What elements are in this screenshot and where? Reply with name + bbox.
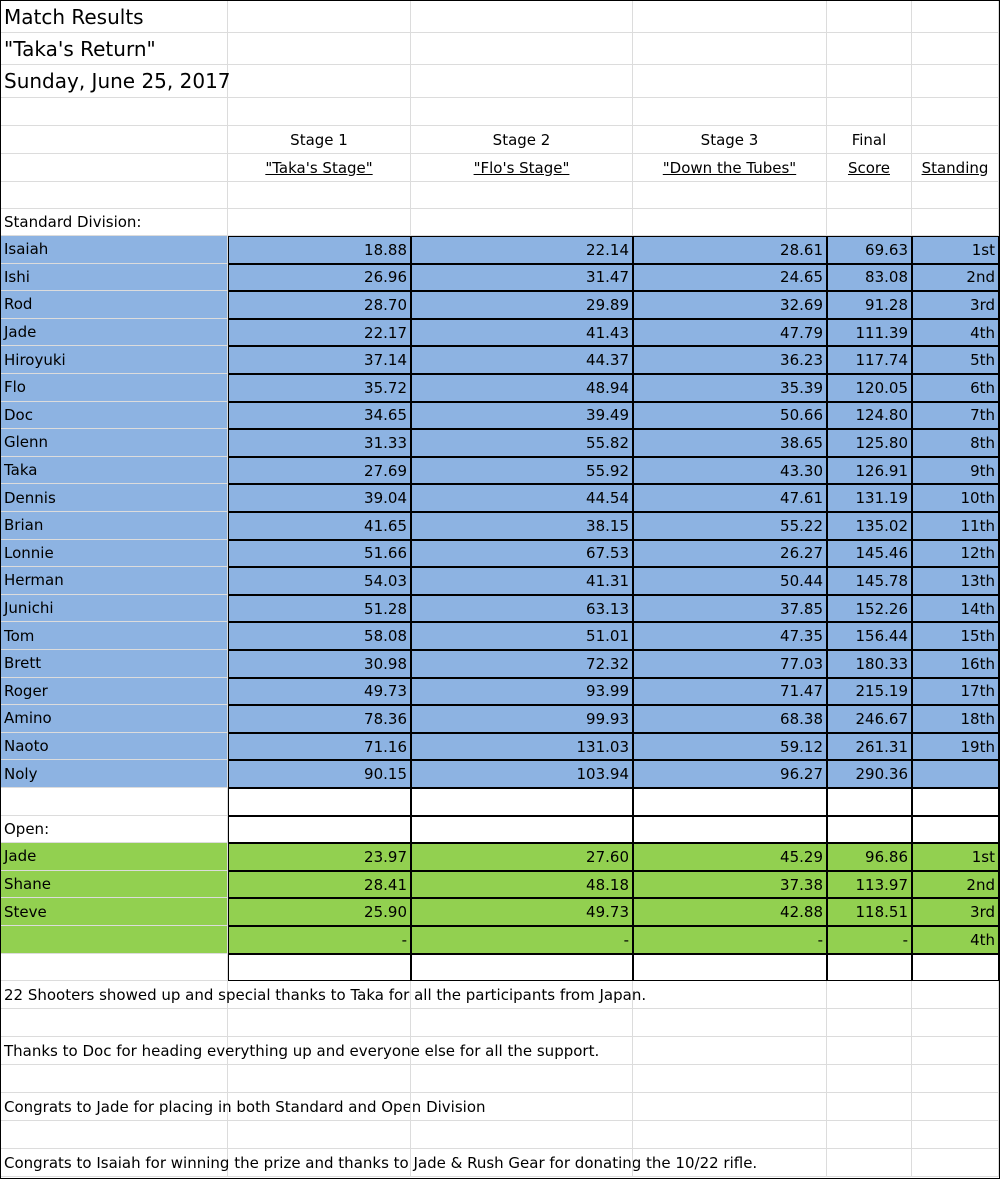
empty-cell-col-2[interactable] bbox=[411, 1121, 633, 1149]
blank-row bbox=[1, 98, 999, 126]
note-text[interactable]: Congrats to Isaiah for winning the prize and thanks to Jade & Rush Gear for donating the 10/22 rifle. bbox=[1, 1149, 228, 1177]
empty-cell-col-2[interactable] bbox=[411, 1065, 633, 1093]
empty-cell-col-3[interactable] bbox=[633, 1037, 827, 1065]
empty-cell-col-4[interactable] bbox=[827, 1149, 912, 1177]
stage-1-time[interactable]: 49.73 bbox=[228, 678, 411, 706]
header-blank[interactable] bbox=[912, 126, 999, 154]
header-score[interactable]: Score bbox=[827, 154, 912, 182]
stage-2-time[interactable]: 63.13 bbox=[411, 595, 633, 623]
shooter-name[interactable]: Junichi bbox=[1, 595, 228, 623]
standing[interactable]: 13th bbox=[912, 567, 999, 595]
stage-2-time[interactable]: 49.73 bbox=[411, 898, 633, 926]
table-row bbox=[1, 346, 999, 374]
shooter-name[interactable]: Brian bbox=[1, 512, 228, 540]
empty-cell-col-1[interactable] bbox=[228, 98, 411, 126]
stage-1-time[interactable]: 71.16 bbox=[228, 733, 411, 761]
empty-cell-col-2[interactable] bbox=[411, 33, 633, 65]
standing[interactable]: 4th bbox=[912, 926, 999, 954]
note-row bbox=[1, 981, 999, 1009]
empty-cell-col-0[interactable] bbox=[1, 1009, 228, 1037]
table-row bbox=[1, 595, 999, 623]
empty-cell-col-2[interactable] bbox=[411, 816, 633, 844]
stage-1-time[interactable]: 58.08 bbox=[228, 622, 411, 650]
standing[interactable]: 7th bbox=[912, 402, 999, 430]
empty-cell-col-1[interactable] bbox=[228, 182, 411, 209]
standing[interactable] bbox=[912, 760, 999, 788]
empty-cell-col-5[interactable] bbox=[912, 182, 999, 209]
stage-3-time[interactable]: 37.38 bbox=[633, 871, 827, 899]
stage-3-time[interactable]: 77.03 bbox=[633, 650, 827, 678]
empty-cell-col-1[interactable] bbox=[228, 1149, 411, 1177]
header-blank[interactable] bbox=[1, 154, 228, 182]
empty-cell-col-2[interactable] bbox=[411, 1093, 633, 1121]
stage-2-time[interactable]: 99.93 bbox=[411, 705, 633, 733]
table-row bbox=[1, 484, 999, 512]
empty-cell-col-2[interactable] bbox=[411, 98, 633, 126]
table-row bbox=[1, 926, 999, 954]
header-final[interactable]: Final bbox=[827, 126, 912, 154]
table-row bbox=[1, 457, 999, 485]
note-row bbox=[1, 1037, 999, 1065]
stage-1-time[interactable]: 22.17 bbox=[228, 319, 411, 347]
final-score[interactable]: 69.63 bbox=[827, 236, 912, 264]
empty-cell-col-3[interactable] bbox=[633, 1009, 827, 1037]
empty-cell-col-2[interactable] bbox=[411, 182, 633, 209]
stage-1-time[interactable]: 54.03 bbox=[228, 567, 411, 595]
note-text[interactable]: Thanks to Doc for heading everything up and everyone else for all the support. bbox=[1, 1037, 228, 1065]
stage-2-time[interactable]: 44.37 bbox=[411, 346, 633, 374]
empty-cell-col-2[interactable] bbox=[411, 981, 633, 1009]
shooter-name[interactable]: Ishi bbox=[1, 264, 228, 292]
empty-cell-col-5[interactable] bbox=[912, 209, 999, 236]
stage-1-time[interactable]: 25.90 bbox=[228, 898, 411, 926]
empty-cell-col-2[interactable] bbox=[411, 1, 633, 33]
shooter-name[interactable]: Roger bbox=[1, 678, 228, 706]
table-row bbox=[1, 898, 999, 926]
standing[interactable]: 2nd bbox=[912, 871, 999, 899]
empty-cell-col-1[interactable] bbox=[228, 788, 411, 816]
empty-cell-col-1[interactable] bbox=[228, 981, 411, 1009]
blank-row bbox=[1, 1009, 999, 1037]
title-row bbox=[1, 33, 999, 65]
standing[interactable]: 10th bbox=[912, 484, 999, 512]
stage-1-time[interactable]: 23.97 bbox=[228, 843, 411, 871]
standing[interactable]: 3rd bbox=[912, 291, 999, 319]
stage-3-time[interactable]: 47.79 bbox=[633, 319, 827, 347]
stage-1-time[interactable]: - bbox=[228, 926, 411, 954]
empty-cell-col-5[interactable] bbox=[912, 1009, 999, 1037]
final-score[interactable]: 246.67 bbox=[827, 705, 912, 733]
shooter-name[interactable]: Shane bbox=[1, 871, 228, 899]
stage-2-time[interactable]: 39.49 bbox=[411, 402, 633, 430]
empty-cell-col-4[interactable] bbox=[827, 981, 912, 1009]
sheet-title-line[interactable]: Sunday, June 25, 2017 bbox=[1, 65, 228, 98]
table-row bbox=[1, 650, 999, 678]
stage-3-time[interactable]: 47.35 bbox=[633, 622, 827, 650]
stage-3-time[interactable]: - bbox=[633, 926, 827, 954]
stage-2-time[interactable]: 41.43 bbox=[411, 319, 633, 347]
empty-cell-col-4[interactable] bbox=[827, 788, 912, 816]
stage-3-time[interactable]: 59.12 bbox=[633, 733, 827, 761]
final-score[interactable]: 96.86 bbox=[827, 843, 912, 871]
standing[interactable]: 16th bbox=[912, 650, 999, 678]
standing[interactable]: 18th bbox=[912, 705, 999, 733]
stage-3-time[interactable]: 36.23 bbox=[633, 346, 827, 374]
final-score[interactable]: 117.74 bbox=[827, 346, 912, 374]
title-row bbox=[1, 1, 999, 33]
standing[interactable]: 1st bbox=[912, 843, 999, 871]
shooter-name[interactable]: Flo bbox=[1, 374, 228, 402]
empty-cell-col-1[interactable] bbox=[228, 1, 411, 33]
empty-cell-col-3[interactable] bbox=[633, 954, 827, 982]
table-row bbox=[1, 429, 999, 457]
stage-2-time[interactable]: 31.47 bbox=[411, 264, 633, 292]
header-standing[interactable]: Standing bbox=[912, 154, 999, 182]
stage-2-time[interactable]: 48.94 bbox=[411, 374, 633, 402]
empty-cell-col-5[interactable] bbox=[912, 1065, 999, 1093]
standing[interactable]: 1st bbox=[912, 236, 999, 264]
empty-cell-col-0[interactable] bbox=[1, 182, 228, 209]
empty-cell-col-2[interactable] bbox=[411, 1149, 633, 1177]
standing[interactable]: 11th bbox=[912, 512, 999, 540]
empty-cell-col-3[interactable] bbox=[633, 788, 827, 816]
empty-cell-col-2[interactable] bbox=[411, 1009, 633, 1037]
note-text[interactable]: Congrats to Jade for placing in both Standard and Open Division bbox=[1, 1093, 228, 1121]
header-stage-1[interactable]: Stage 1 bbox=[228, 126, 411, 154]
header-stage-3-name[interactable]: "Down the Tubes" bbox=[633, 154, 827, 182]
stage-3-time[interactable]: 28.61 bbox=[633, 236, 827, 264]
shooter-name[interactable]: Amino bbox=[1, 705, 228, 733]
final-score[interactable]: 83.08 bbox=[827, 264, 912, 292]
stage-3-time[interactable]: 26.27 bbox=[633, 540, 827, 568]
table-row bbox=[1, 871, 999, 899]
shooter-name[interactable]: Brett bbox=[1, 650, 228, 678]
stage-3-time[interactable]: 47.61 bbox=[633, 484, 827, 512]
final-score[interactable]: 145.78 bbox=[827, 567, 912, 595]
stage-3-time[interactable]: 45.29 bbox=[633, 843, 827, 871]
empty-cell-col-3[interactable] bbox=[633, 981, 827, 1009]
final-score[interactable]: 120.05 bbox=[827, 374, 912, 402]
empty-cell-col-1[interactable] bbox=[228, 209, 411, 236]
header-row-1 bbox=[1, 126, 999, 154]
shooter-name[interactable]: Steve bbox=[1, 898, 228, 926]
standing[interactable]: 6th bbox=[912, 374, 999, 402]
table-row bbox=[1, 678, 999, 706]
empty-cell-col-3[interactable] bbox=[633, 1, 827, 33]
empty-cell-col-5[interactable] bbox=[912, 65, 999, 98]
empty-cell-col-3[interactable] bbox=[633, 1065, 827, 1093]
final-score[interactable]: 131.19 bbox=[827, 484, 912, 512]
shooter-name[interactable] bbox=[1, 926, 228, 954]
empty-cell-col-5[interactable] bbox=[912, 788, 999, 816]
table-row bbox=[1, 843, 999, 871]
shooter-name[interactable]: Isaiah bbox=[1, 236, 228, 264]
standing[interactable]: 17th bbox=[912, 678, 999, 706]
empty-cell-col-4[interactable] bbox=[827, 33, 912, 65]
stage-1-time[interactable]: 35.72 bbox=[228, 374, 411, 402]
stage-1-time[interactable]: 51.28 bbox=[228, 595, 411, 623]
empty-cell-col-4[interactable] bbox=[827, 1009, 912, 1037]
stage-2-time[interactable]: 72.32 bbox=[411, 650, 633, 678]
stage-2-time[interactable]: 22.14 bbox=[411, 236, 633, 264]
final-score[interactable]: - bbox=[827, 926, 912, 954]
empty-cell-col-1[interactable] bbox=[228, 1093, 411, 1121]
stage-3-time[interactable]: 50.66 bbox=[633, 402, 827, 430]
empty-cell-col-5[interactable] bbox=[912, 1, 999, 33]
blank-row bbox=[1, 954, 999, 982]
note-text[interactable]: 22 Shooters showed up and special thanks to Taka for all the participants from Japan. bbox=[1, 981, 228, 1009]
open-division-label[interactable]: Open: bbox=[1, 816, 228, 844]
final-score[interactable]: 125.80 bbox=[827, 429, 912, 457]
shooter-name[interactable]: Naoto bbox=[1, 733, 228, 761]
empty-cell-col-1[interactable] bbox=[228, 1009, 411, 1037]
final-score[interactable]: 111.39 bbox=[827, 319, 912, 347]
empty-cell-col-3[interactable] bbox=[633, 816, 827, 844]
stage-2-time[interactable]: 44.54 bbox=[411, 484, 633, 512]
stage-3-time[interactable]: 38.65 bbox=[633, 429, 827, 457]
stage-1-time[interactable]: 28.41 bbox=[228, 871, 411, 899]
empty-cell-col-3[interactable] bbox=[633, 1121, 827, 1149]
shooter-name[interactable]: Noly bbox=[1, 760, 228, 788]
stage-2-time[interactable]: 51.01 bbox=[411, 622, 633, 650]
blank-row bbox=[1, 182, 999, 209]
empty-cell-col-3[interactable] bbox=[633, 65, 827, 98]
blank-row bbox=[1, 1121, 999, 1149]
empty-cell-col-2[interactable] bbox=[411, 788, 633, 816]
empty-cell-col-1[interactable] bbox=[228, 33, 411, 65]
stage-1-time[interactable]: 90.15 bbox=[228, 760, 411, 788]
standing[interactable]: 3rd bbox=[912, 898, 999, 926]
stage-1-time[interactable]: 30.98 bbox=[228, 650, 411, 678]
empty-cell-col-2[interactable] bbox=[411, 65, 633, 98]
stage-1-time[interactable]: 18.88 bbox=[228, 236, 411, 264]
table-row bbox=[1, 402, 999, 430]
empty-cell-col-2[interactable] bbox=[411, 209, 633, 236]
standing[interactable]: 14th bbox=[912, 595, 999, 623]
header-stage-2[interactable]: Stage 2 bbox=[411, 126, 633, 154]
empty-cell-col-4[interactable] bbox=[827, 209, 912, 236]
standing[interactable]: 19th bbox=[912, 733, 999, 761]
empty-cell-col-5[interactable] bbox=[912, 1037, 999, 1065]
empty-cell-col-2[interactable] bbox=[411, 1037, 633, 1065]
empty-cell-col-4[interactable] bbox=[827, 65, 912, 98]
stage-1-time[interactable]: 34.65 bbox=[228, 402, 411, 430]
empty-cell-col-5[interactable] bbox=[912, 1121, 999, 1149]
empty-cell-col-5[interactable] bbox=[912, 33, 999, 65]
empty-cell-col-3[interactable] bbox=[633, 1149, 827, 1177]
empty-cell-col-4[interactable] bbox=[827, 1037, 912, 1065]
final-score[interactable]: 126.91 bbox=[827, 457, 912, 485]
stage-1-time[interactable]: 39.04 bbox=[228, 484, 411, 512]
table-row bbox=[1, 291, 999, 319]
final-score[interactable]: 135.02 bbox=[827, 512, 912, 540]
stage-1-time[interactable]: 28.70 bbox=[228, 291, 411, 319]
final-score[interactable]: 118.51 bbox=[827, 898, 912, 926]
final-score[interactable]: 180.33 bbox=[827, 650, 912, 678]
table-row bbox=[1, 760, 999, 788]
empty-cell-col-3[interactable] bbox=[633, 1093, 827, 1121]
final-score[interactable]: 152.26 bbox=[827, 595, 912, 623]
empty-cell-col-4[interactable] bbox=[827, 98, 912, 126]
empty-cell-col-4[interactable] bbox=[827, 816, 912, 844]
stage-3-time[interactable]: 42.88 bbox=[633, 898, 827, 926]
stage-2-time[interactable]: 29.89 bbox=[411, 291, 633, 319]
stage-3-time[interactable]: 71.47 bbox=[633, 678, 827, 706]
shooter-name[interactable]: Doc bbox=[1, 402, 228, 430]
table-row bbox=[1, 705, 999, 733]
empty-cell-col-5[interactable] bbox=[912, 954, 999, 982]
stage-2-time[interactable]: 55.92 bbox=[411, 457, 633, 485]
empty-cell-col-4[interactable] bbox=[827, 182, 912, 209]
empty-cell-col-0[interactable] bbox=[1, 1065, 228, 1093]
stage-2-time[interactable]: - bbox=[411, 926, 633, 954]
header-stage-2-name[interactable]: "Flo's Stage" bbox=[411, 154, 633, 182]
stage-3-time[interactable]: 55.22 bbox=[633, 512, 827, 540]
standing[interactable]: 4th bbox=[912, 319, 999, 347]
empty-cell-col-4[interactable] bbox=[827, 1093, 912, 1121]
standard-division-label[interactable]: Standard Division: bbox=[1, 209, 228, 236]
sheet-title-line[interactable]: Match Results bbox=[1, 1, 228, 33]
note-row bbox=[1, 1093, 999, 1121]
shooter-name[interactable]: Lonnie bbox=[1, 540, 228, 568]
empty-cell-col-5[interactable] bbox=[912, 981, 999, 1009]
empty-cell-col-1[interactable] bbox=[228, 1065, 411, 1093]
final-score[interactable]: 261.31 bbox=[827, 733, 912, 761]
shooter-name[interactable]: Taka bbox=[1, 457, 228, 485]
empty-cell-col-4[interactable] bbox=[827, 1, 912, 33]
standing[interactable]: 12th bbox=[912, 540, 999, 568]
stage-2-time[interactable]: 41.31 bbox=[411, 567, 633, 595]
header-stage-3[interactable]: Stage 3 bbox=[633, 126, 827, 154]
table-row bbox=[1, 567, 999, 595]
shooter-name[interactable]: Tom bbox=[1, 622, 228, 650]
stage-3-time[interactable]: 43.30 bbox=[633, 457, 827, 485]
empty-cell-col-1[interactable] bbox=[228, 65, 411, 98]
shooter-name[interactable]: Jade bbox=[1, 319, 228, 347]
final-score[interactable]: 290.36 bbox=[827, 760, 912, 788]
stage-2-time[interactable]: 93.99 bbox=[411, 678, 633, 706]
final-score[interactable]: 113.97 bbox=[827, 871, 912, 899]
empty-cell-col-3[interactable] bbox=[633, 182, 827, 209]
table-row bbox=[1, 622, 999, 650]
final-score[interactable]: 145.46 bbox=[827, 540, 912, 568]
stage-1-time[interactable]: 51.66 bbox=[228, 540, 411, 568]
table-row bbox=[1, 733, 999, 761]
stage-2-time[interactable]: 131.03 bbox=[411, 733, 633, 761]
empty-cell-col-0[interactable] bbox=[1, 98, 228, 126]
empty-cell-col-2[interactable] bbox=[411, 954, 633, 982]
header-stage-1-name[interactable]: "Taka's Stage" bbox=[228, 154, 411, 182]
empty-cell-col-3[interactable] bbox=[633, 33, 827, 65]
empty-cell-col-3[interactable] bbox=[633, 209, 827, 236]
note-row bbox=[1, 1149, 999, 1177]
stage-2-time[interactable]: 48.18 bbox=[411, 871, 633, 899]
table-row bbox=[1, 374, 999, 402]
header-blank[interactable] bbox=[1, 126, 228, 154]
empty-cell-col-3[interactable] bbox=[633, 98, 827, 126]
stage-3-time[interactable]: 96.27 bbox=[633, 760, 827, 788]
empty-cell-col-5[interactable] bbox=[912, 816, 999, 844]
stage-2-time[interactable]: 38.15 bbox=[411, 512, 633, 540]
stage-1-time[interactable]: 78.36 bbox=[228, 705, 411, 733]
blank-row bbox=[1, 788, 999, 816]
final-score[interactable]: 91.28 bbox=[827, 291, 912, 319]
empty-cell-col-4[interactable] bbox=[827, 1065, 912, 1093]
stage-3-time[interactable]: 50.44 bbox=[633, 567, 827, 595]
final-score[interactable]: 156.44 bbox=[827, 622, 912, 650]
empty-cell-col-0[interactable] bbox=[1, 788, 228, 816]
stage-2-time[interactable]: 55.82 bbox=[411, 429, 633, 457]
stage-3-time[interactable]: 24.65 bbox=[633, 264, 827, 292]
empty-cell-col-1[interactable] bbox=[228, 1121, 411, 1149]
stage-1-time[interactable]: 41.65 bbox=[228, 512, 411, 540]
header-row-2 bbox=[1, 154, 999, 182]
table-row bbox=[1, 264, 999, 292]
empty-cell-col-5[interactable] bbox=[912, 98, 999, 126]
stage-1-time[interactable]: 26.96 bbox=[228, 264, 411, 292]
blank-row bbox=[1, 1065, 999, 1093]
shooter-name[interactable]: Rod bbox=[1, 291, 228, 319]
shooter-name[interactable]: Glenn bbox=[1, 429, 228, 457]
empty-cell-col-0[interactable] bbox=[1, 1121, 228, 1149]
stage-2-time[interactable]: 27.60 bbox=[411, 843, 633, 871]
empty-cell-col-5[interactable] bbox=[912, 1149, 999, 1177]
empty-cell-col-1[interactable] bbox=[228, 954, 411, 982]
empty-cell-col-1[interactable] bbox=[228, 1037, 411, 1065]
standing[interactable]: 9th bbox=[912, 457, 999, 485]
standing[interactable]: 5th bbox=[912, 346, 999, 374]
empty-cell-col-0[interactable] bbox=[1, 954, 228, 982]
final-score[interactable]: 215.19 bbox=[827, 678, 912, 706]
table-row bbox=[1, 512, 999, 540]
stage-1-time[interactable]: 27.69 bbox=[228, 457, 411, 485]
empty-cell-col-5[interactable] bbox=[912, 1093, 999, 1121]
sheet-title-line[interactable]: "Taka's Return" bbox=[1, 33, 228, 65]
shooter-name[interactable]: Jade bbox=[1, 843, 228, 871]
stage-3-time[interactable]: 37.85 bbox=[633, 595, 827, 623]
stage-3-time[interactable]: 68.38 bbox=[633, 705, 827, 733]
empty-cell-col-1[interactable] bbox=[228, 816, 411, 844]
standing[interactable]: 2nd bbox=[912, 264, 999, 292]
table-row bbox=[1, 319, 999, 347]
stage-1-time[interactable]: 37.14 bbox=[228, 346, 411, 374]
standing[interactable]: 15th bbox=[912, 622, 999, 650]
stage-2-time[interactable]: 103.94 bbox=[411, 760, 633, 788]
shooter-name[interactable]: Dennis bbox=[1, 484, 228, 512]
section-label-row bbox=[1, 209, 999, 236]
section-label-row bbox=[1, 816, 999, 844]
stage-1-time[interactable]: 31.33 bbox=[228, 429, 411, 457]
stage-2-time[interactable]: 67.53 bbox=[411, 540, 633, 568]
table-row bbox=[1, 236, 999, 264]
final-score[interactable]: 124.80 bbox=[827, 402, 912, 430]
empty-cell-col-4[interactable] bbox=[827, 954, 912, 982]
standing[interactable]: 8th bbox=[912, 429, 999, 457]
stage-3-time[interactable]: 35.39 bbox=[633, 374, 827, 402]
shooter-name[interactable]: Hiroyuki bbox=[1, 346, 228, 374]
stage-3-time[interactable]: 32.69 bbox=[633, 291, 827, 319]
title-row bbox=[1, 65, 999, 98]
shooter-name[interactable]: Herman bbox=[1, 567, 228, 595]
table-row bbox=[1, 540, 999, 568]
empty-cell-col-4[interactable] bbox=[827, 1121, 912, 1149]
